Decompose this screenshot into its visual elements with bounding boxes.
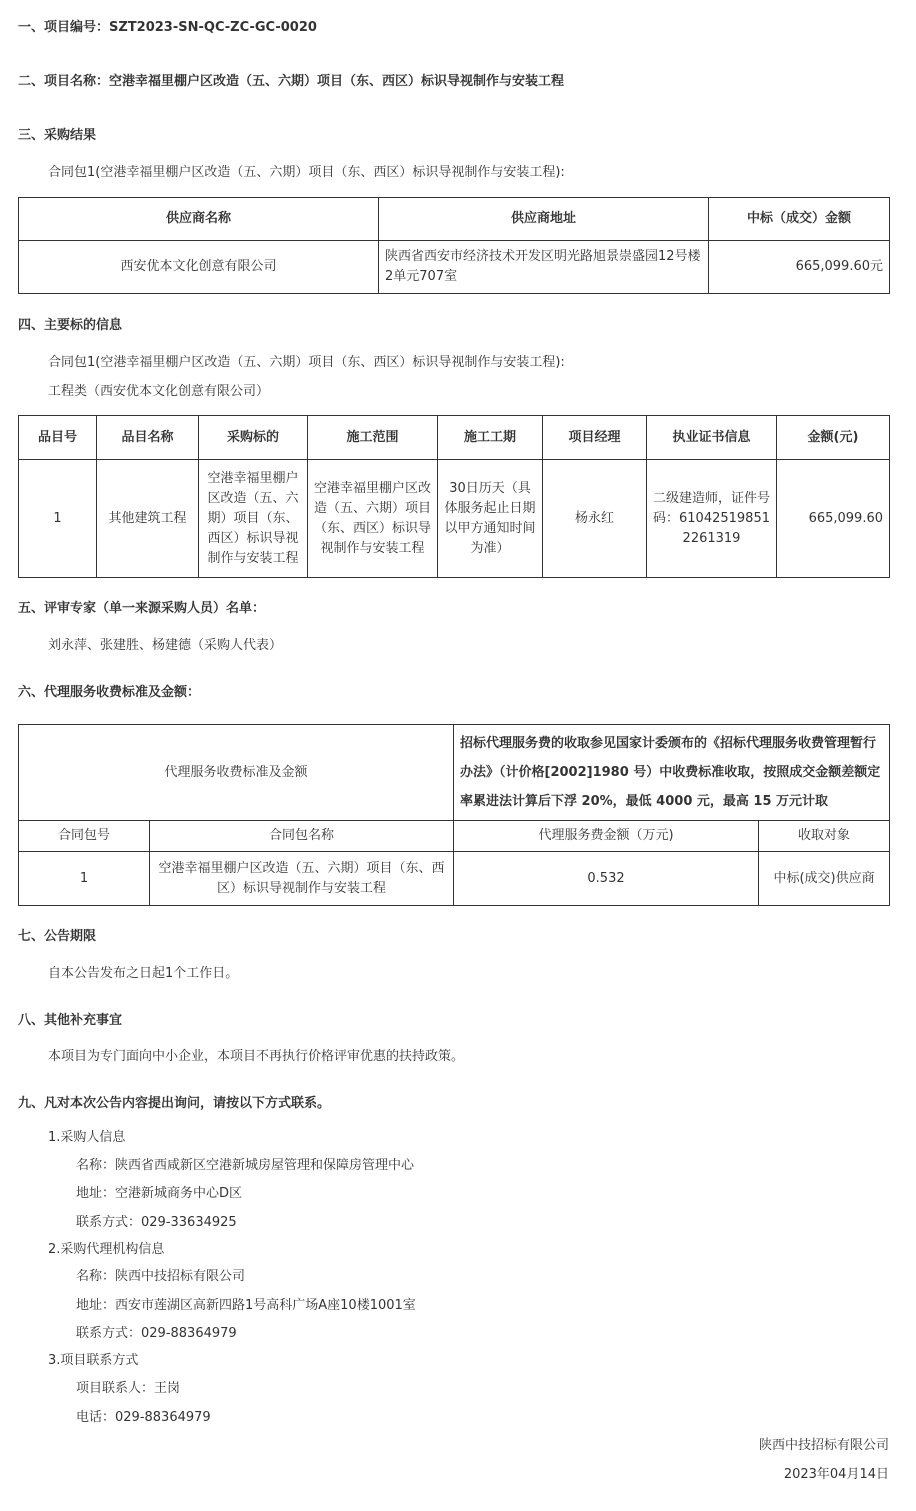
footer-date: 2023年04月14日 xyxy=(783,1467,889,1482)
table-header: 合同包名称 xyxy=(150,821,454,852)
bid-amount: 665,099.60元 xyxy=(709,241,890,294)
project-number-label: 一、项目编号： xyxy=(18,20,110,35)
supplier-address: 陕西省西安市经济技术开发区明光路旭景崇盛园12号楼2单元707室 xyxy=(379,241,709,294)
agency-fee-amount: 0.532 xyxy=(454,852,759,906)
package-line: 合同包1(空港幸福里棚户区改造（五、六期）项目（东、西区）标识导视制作与安装工程): xyxy=(48,355,565,370)
section-title-main-items: 四、主要标的信息 xyxy=(18,318,123,333)
table-header: 收取对象 xyxy=(759,821,890,852)
fee-standard-label: 代理服务收费标准及金额 xyxy=(19,725,454,821)
project-name-value: 空港幸福里棚户区改造（五、六期）项目（东、西区）标识导视制作与安装工程 xyxy=(109,74,565,89)
buyer-phone: 联系方式：029-33634925 xyxy=(76,1215,237,1230)
section-title-contact: 九、凡对本次公告内容提出询问，请按以下方式联系。 xyxy=(18,1096,331,1111)
project-contact-person: 项目联系人：王岗 xyxy=(76,1381,181,1396)
package-name: 空港幸福里棚户区改造（五、六期）项目（东、西区）标识导视制作与安装工程 xyxy=(150,852,454,906)
table-header: 施工范围 xyxy=(308,416,438,460)
table-header: 品目号 xyxy=(19,416,97,460)
procurement-subject: 空港幸福里棚户区改造（五、六期）项目（东、西区）标识导视制作与安装工程 xyxy=(199,460,308,578)
construction-scope: 空港幸福里棚户区改造（五、六期）项目（东、西区）标识导视制作与安装工程 xyxy=(308,460,438,578)
agency-fee-table xyxy=(18,724,890,906)
buyer-address: 地址：空港新城商务中心D区 xyxy=(76,1186,243,1201)
section-title-other-matters: 八、其他补充事宜 xyxy=(18,1013,123,1028)
supplier-name: 西安优本文化创意有限公司 xyxy=(19,241,379,294)
section-title-notice-period: 七、公告期限 xyxy=(18,929,97,944)
footer-company: 陕西中技招标有限公司 xyxy=(758,1438,889,1453)
section-title-experts: 五、评审专家（单一来源采购人员）名单： xyxy=(18,601,266,616)
agent-phone: 联系方式：029-88364979 xyxy=(76,1326,237,1341)
item-name: 其他建筑工程 xyxy=(97,460,199,578)
main-items-table xyxy=(18,415,890,578)
section-title-agency-fee: 六、代理服务收费标准及金额： xyxy=(18,685,201,700)
project-number-line xyxy=(18,18,317,39)
table-header: 品目名称 xyxy=(97,416,199,460)
buyer-name: 名称：陕西省西咸新区空港新城房屋管理和保障房管理中心 xyxy=(76,1158,415,1173)
table-header: 供应商名称 xyxy=(19,198,379,241)
table-header: 采购标的 xyxy=(199,416,308,460)
project-name-label: 二、项目名称： xyxy=(18,74,110,89)
section-title-procurement-result: 三、采购结果 xyxy=(18,128,97,143)
certificate-info: 二级建造师，证件号码：610425198512261319 xyxy=(647,460,777,578)
other-matters-text: 本项目为专门面向中小企业，本项目不再执行价格评审优惠的扶持政策。 xyxy=(48,1049,465,1064)
item-number: 1 xyxy=(19,460,97,578)
table-header: 施工工期 xyxy=(438,416,543,460)
package-line: 合同包1(空港幸福里棚户区改造（五、六期）项目（东、西区）标识导视制作与安装工程): xyxy=(48,165,565,180)
project-manager: 杨永红 xyxy=(543,460,647,578)
agent-name: 名称：陕西中技招标有限公司 xyxy=(76,1269,246,1284)
table-header: 代理服务费金额（万元) xyxy=(454,821,759,852)
project-name-line xyxy=(18,72,564,93)
table-header: 项目经理 xyxy=(543,416,647,460)
project-contact-title: 3.项目联系方式 xyxy=(48,1353,139,1368)
project-contact-phone: 电话：029-88364979 xyxy=(76,1410,211,1425)
table-row xyxy=(19,852,890,906)
table-header: 供应商地址 xyxy=(379,198,709,241)
table-header: 金额(元) xyxy=(777,416,890,460)
construction-period: 30日历天（具体服务起止日期以甲方通知时间为准） xyxy=(438,460,543,578)
project-number-value: SZT2023-SN-QC-ZC-GC-0020 xyxy=(109,20,317,35)
table-row xyxy=(19,460,890,578)
notice-period-text: 自本公告发布之日起1个工作日。 xyxy=(48,966,239,981)
package-number: 1 xyxy=(19,852,150,906)
table-header: 合同包号 xyxy=(19,821,150,852)
table-header: 中标（成交）金额 xyxy=(709,198,890,241)
item-amount: 665,099.60 xyxy=(777,460,890,578)
agent-address: 地址：西安市莲湖区高新四路1号高科广场A座10楼1001室 xyxy=(76,1298,416,1313)
table-row xyxy=(19,241,890,294)
fee-standard-text: 招标代理服务费的收取参见国家计委颁布的《招标代理服务收费管理暂行办法》（计价格[2002]1980 号）中收费标准收取，按照成交金额差额定率累进法计算后下浮 20%，最低 4000 元，最高 15 万元计取 xyxy=(454,725,890,821)
category-line: 工程类（西安优本文化创意有限公司） xyxy=(48,384,270,399)
table-header: 执业证书信息 xyxy=(647,416,777,460)
expert-names: 刘永萍、张建胜、杨建德（采购人代表） xyxy=(48,638,283,653)
fee-payer: 中标(成交)供应商 xyxy=(759,852,890,906)
agent-info-title: 2.采购代理机构信息 xyxy=(48,1242,165,1257)
procurement-result-table xyxy=(18,197,890,294)
buyer-info-title: 1.采购人信息 xyxy=(48,1130,126,1145)
